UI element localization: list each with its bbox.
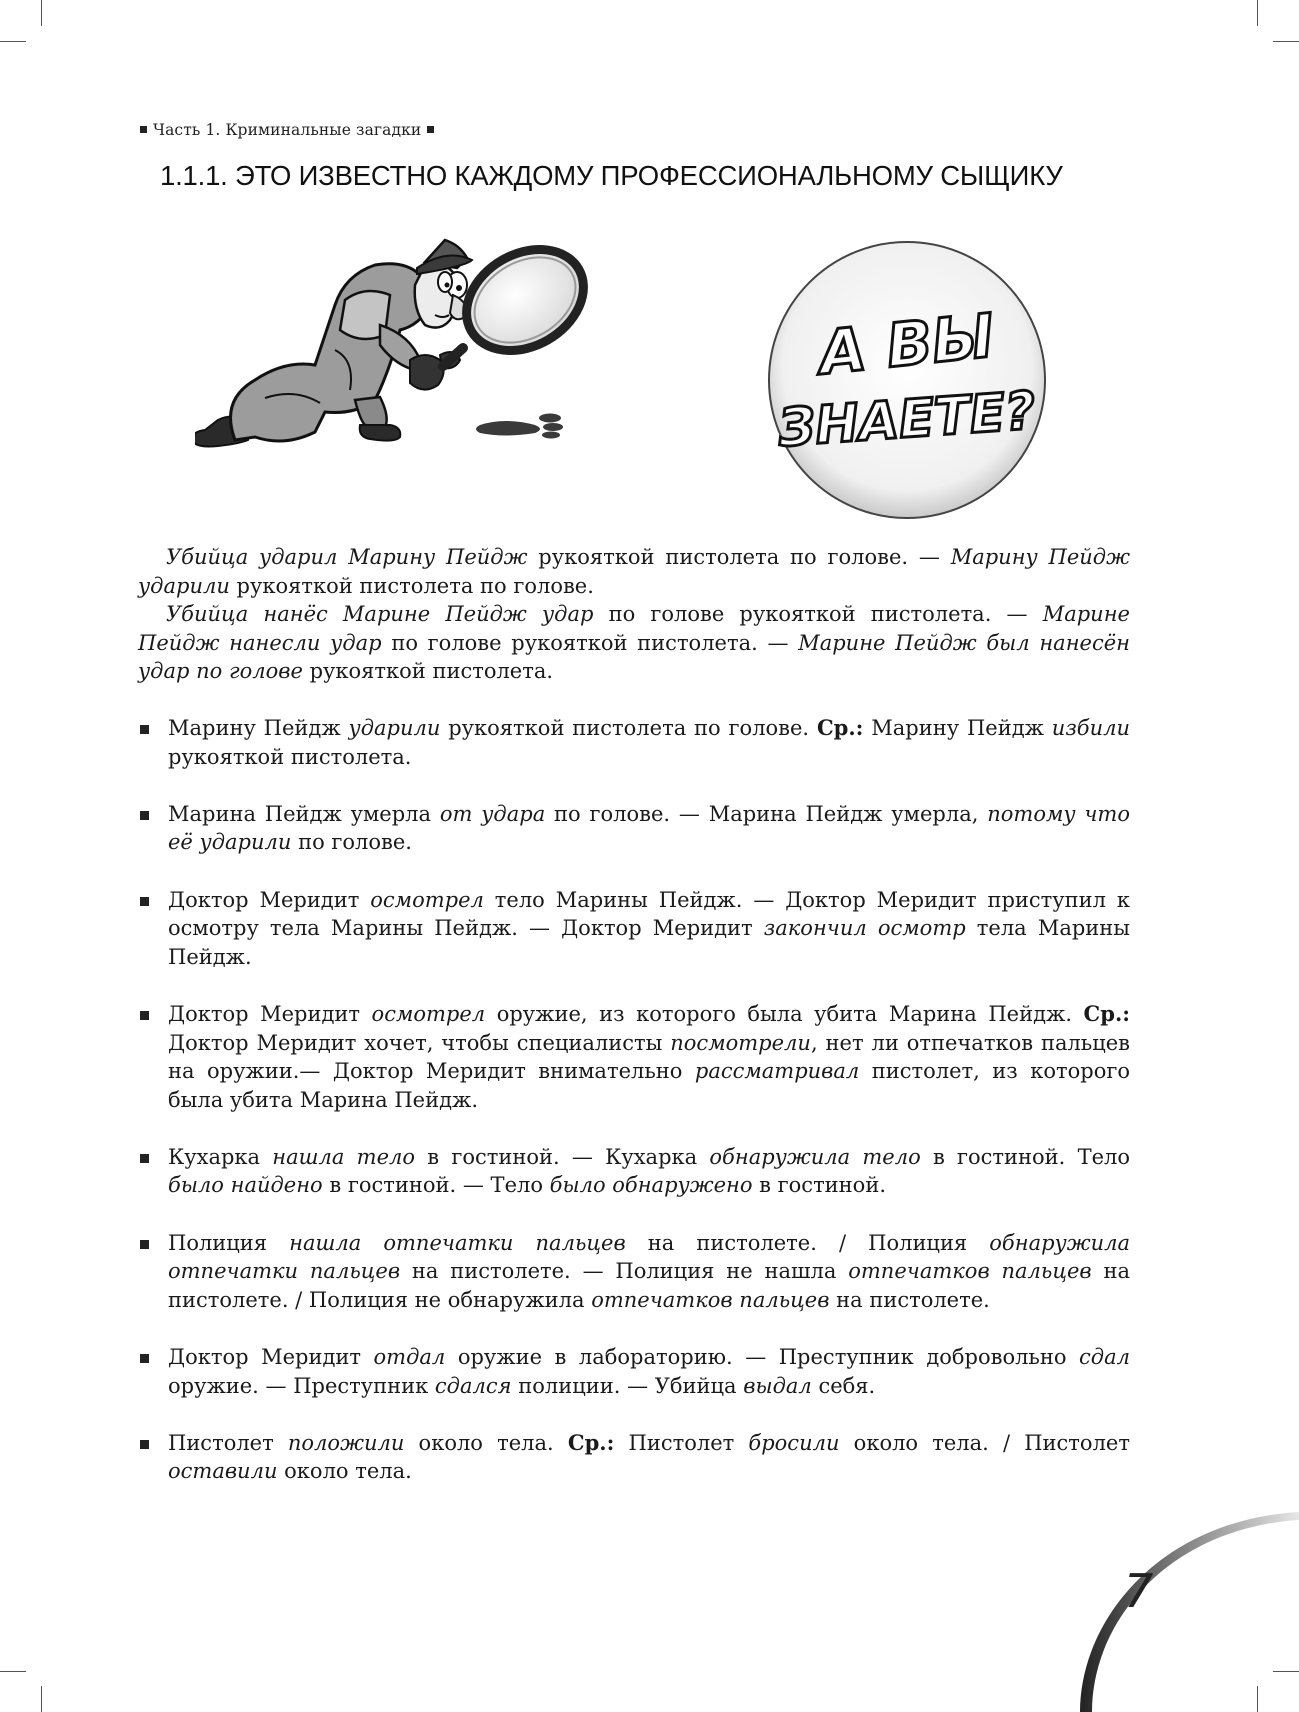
italic-phrase: отпечатков пальцев — [591, 1287, 830, 1312]
text-run: по голове рукояткой пистолета. — — [593, 602, 1043, 627]
text-run: Доктор Меридит — [168, 887, 371, 912]
italic-phrase: отпечатков пальцев — [848, 1259, 1092, 1284]
italic-phrase: Убийца нанёс Марине Пейдж удар — [166, 602, 594, 627]
text-run: рукояткой пистолета по голове. — [440, 715, 817, 740]
italic-phrase: оставили — [168, 1459, 278, 1484]
text-run: оружие, из которого была убита Марина Пейдж. — [485, 1001, 1084, 1026]
text-run: на пистолете. / Полиция — [625, 1230, 990, 1255]
italic-phrase: Убийца ударил Марину Пейдж — [166, 545, 528, 569]
italic-phrase: Марине Пейдж нанесли удар — [138, 602, 1130, 655]
crop-mark — [1257, 0, 1258, 26]
text-run: Доктор Меридит — [168, 1001, 372, 1026]
italic-phrase: сдал — [1079, 1345, 1130, 1370]
italic-phrase: избили — [1051, 715, 1131, 740]
list-item — [138, 1000, 1130, 1114]
text-run: около тела. — [277, 1459, 412, 1484]
crop-mark — [0, 41, 26, 42]
intro-paragraph — [138, 543, 1130, 600]
italic-phrase: рассматривал — [694, 1059, 860, 1084]
italic-phrase: потому что её ударили — [168, 801, 1130, 855]
text-run: тело Марины Пейдж. — Доктор Меридит приступил к осмотру тела Марины Пейдж. — Доктор Меридит — [168, 887, 1130, 941]
text-run: в гостиной. Тело — [920, 1144, 1130, 1169]
list-item — [138, 1343, 1130, 1400]
text-run: оружие в лабораторию. — Преступник добровольно — [445, 1345, 1080, 1370]
running-head: Часть 1. Криминальные загадки — [140, 121, 434, 139]
text-run: , нет ли отпечатков пальцев на оружии.— Доктор Меридит внимательно — [168, 1030, 1130, 1084]
text-run: рукояткой пистолета. — [168, 744, 412, 769]
list-item — [138, 800, 1130, 857]
square-bullet-icon — [427, 126, 434, 133]
italic-phrase: выдал — [743, 1373, 812, 1398]
text-run: в гостиной. — [752, 1173, 886, 1198]
text-run: на пистолете. — Полиция не нашла — [400, 1259, 849, 1284]
badge-line-1: А ВЫ — [815, 301, 998, 389]
list-item — [138, 1429, 1130, 1486]
text-run: оружие. — Преступник — [168, 1373, 435, 1398]
badge-line-2: ЗНАЕТЕ? — [776, 381, 1038, 459]
text-run: полиции. — Убийца — [511, 1373, 744, 1398]
text-run: по голове. — [291, 830, 412, 855]
intro-paragraph — [138, 600, 1130, 686]
italic-phrase: осмотрел — [370, 887, 484, 912]
text-run: на пистолете. / Полиция не обнаружила — [168, 1259, 1130, 1312]
text-run: в гостиной. — Тело — [322, 1173, 550, 1198]
italic-phrase: посмотрели — [670, 1030, 811, 1055]
detective-illustration — [195, 230, 635, 490]
italic-phrase: Марину Пейдж ударили — [138, 545, 1130, 598]
text-run: по голове. — Марина Пейдж умерла, — [545, 801, 988, 826]
italic-phrase: обнаружила тело — [709, 1144, 921, 1169]
text-run: Доктор Меридит хочет, чтобы специалисты — [168, 1030, 671, 1055]
square-bullet-icon — [140, 126, 147, 133]
text-run: Пистолет — [168, 1430, 288, 1455]
text-run: рукояткой пистолета по голове. — [229, 573, 594, 598]
text-run: тела Марины Пейдж. — [168, 916, 1130, 969]
usage-list — [138, 714, 1130, 1486]
crop-mark — [0, 1671, 26, 1672]
list-item — [138, 1143, 1130, 1200]
text-run: Полиция — [168, 1230, 290, 1255]
italic-phrase: нашла отпечатки пальцев — [289, 1230, 626, 1255]
text-run: пистолет, из которого была убита Марина Пейдж. — [168, 1059, 1130, 1112]
italic-phrase: Марине Пейдж был нанесён удар по голове — [138, 630, 1130, 684]
italic-phrase: осмотрел — [371, 1001, 486, 1026]
text-run: рукояткой пистолета. — [302, 659, 554, 684]
list-item — [138, 1229, 1130, 1315]
text-run: на пистолете. — [829, 1287, 990, 1312]
text-run: Марину Пейдж — [168, 715, 349, 740]
italic-phrase: от удара — [439, 801, 546, 826]
italic-phrase: закончил осмотр — [763, 916, 966, 941]
italic-phrase: обнаружила отпечатки пальцев — [168, 1230, 1131, 1284]
text-run: Марина Пейдж умерла — [168, 801, 440, 826]
section-title: 1.1.1. ЭТО ИЗВЕСТНО КАЖДОМУ ПРОФЕССИОНАЛЬНОМУ СЫЩИКУ — [160, 160, 1063, 191]
list-item — [138, 714, 1130, 771]
crop-mark — [41, 0, 42, 26]
main-text — [138, 543, 1130, 1515]
bold-label: Ср.: — [567, 1429, 615, 1455]
bold-label: Ср.: — [1083, 1000, 1131, 1026]
italic-phrase: было обнаружено — [549, 1173, 753, 1198]
italic-phrase: было найдено — [168, 1173, 323, 1198]
page-corner-arc — [1070, 1500, 1299, 1712]
italic-phrase: сдался — [434, 1373, 512, 1398]
text-run: рукояткой пистолета по голове. — — [527, 545, 951, 569]
italic-phrase: отдал — [373, 1345, 446, 1370]
did-you-know-badge — [764, 237, 1050, 523]
crop-mark — [41, 1686, 42, 1712]
text-run: Пистолет — [614, 1430, 749, 1455]
italic-phrase: нашла тело — [272, 1144, 416, 1169]
text-run: Марину Пейдж — [863, 715, 1052, 740]
text-run: себя. — [811, 1373, 876, 1398]
bold-label: Ср.: — [816, 714, 864, 740]
text-run: по голове рукояткой пистолета. — — [381, 630, 799, 655]
crop-mark — [1273, 41, 1299, 42]
italic-phrase: ударили — [348, 715, 441, 740]
page-number: 7 — [1124, 1564, 1154, 1618]
text-run: около тела. — [404, 1430, 568, 1455]
text-run: Доктор Меридит — [168, 1345, 374, 1370]
list-item — [138, 886, 1130, 972]
italic-phrase: положили — [287, 1430, 405, 1455]
text-run: около тела. / Пистолет — [839, 1430, 1130, 1455]
text-run: в гостиной. — Кухарка — [415, 1144, 710, 1169]
italic-phrase: бросили — [748, 1430, 840, 1455]
text-run: Кухарка — [168, 1144, 273, 1169]
intro-paragraphs — [138, 543, 1130, 686]
